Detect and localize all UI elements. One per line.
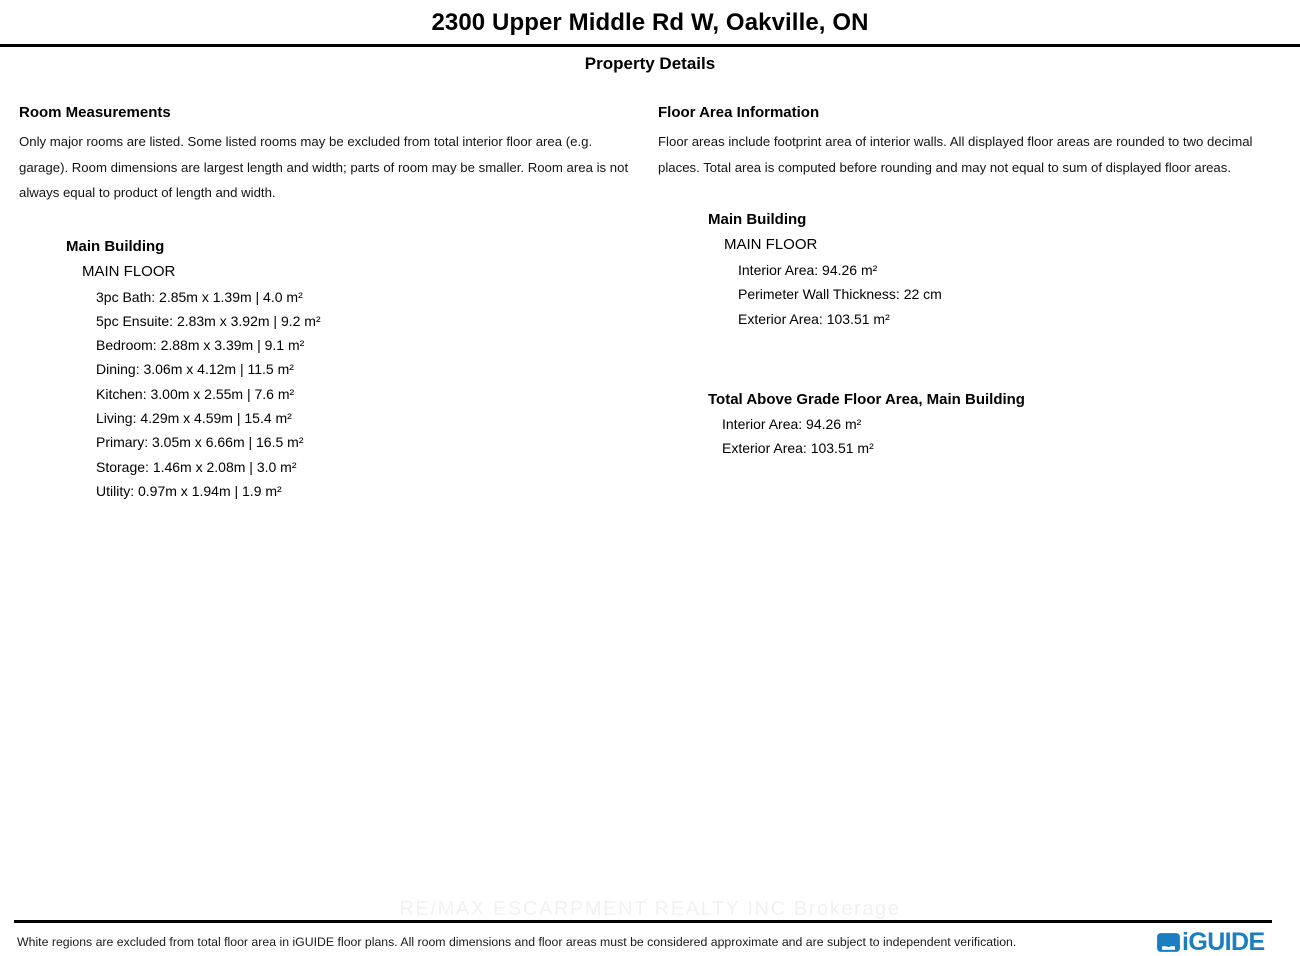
page-title: 2300 Upper Middle Rd W, Oakville, ON	[431, 9, 869, 36]
floor-detail-list	[658, 258, 1283, 331]
room-item: 5pc Ensuite: 2.83m x 3.92m | 9.2 m²	[96, 312, 321, 329]
room-measurements-heading: Room Measurements	[19, 104, 171, 121]
floor-area-section	[658, 103, 1283, 460]
floor-area-heading: Floor Area Information	[658, 104, 820, 121]
floor-building-label: Main Building	[708, 211, 807, 228]
total-interior-area: Interior Area: 94.26 m²	[722, 415, 862, 432]
room-measurements-note: Only major rooms are listed. Some listed rooms may be excluded from total interior floor area (e.g. garage). Room dimensions are largest length and width; parts of room may be smaller. Room area is not always equal to product of length and width.	[19, 134, 629, 200]
iguide-camera-icon	[1157, 933, 1180, 952]
floor-detail-item: Exterior Area: 103.51 m²	[738, 310, 890, 327]
floor-detail-item: Perimeter Wall Thickness: 22 cm	[738, 286, 942, 303]
floor-area-note: Floor areas include footprint area of interior walls. All displayed floor areas are rounded to two decimal places. Total area is computed before rounding and may not equal to sum of displayed floor areas.	[658, 134, 1253, 175]
brokerage-watermark: RE/MAX ESCARPMENT REALTY INC Brokerage	[399, 898, 901, 920]
room-item: Dining: 3.06m x 4.12m | 11.5 m²	[96, 361, 294, 378]
total-exterior-area: Exterior Area: 103.51 m²	[722, 440, 874, 457]
room-item: Storage: 1.46m x 2.08m | 3.0 m²	[96, 458, 297, 475]
iguide-wordmark: iGUIDE	[1182, 928, 1265, 956]
floor-area-tree	[658, 208, 1283, 331]
room-item: 3pc Bath: 2.85m x 1.39m | 4.0 m²	[96, 288, 303, 305]
footer-disclaimer: White regions are excluded from total floor area in iGUIDE floor plans. All room dimensions and floor areas must be considered approximate and are subject to independent verification.	[17, 935, 1017, 949]
room-floor-label: MAIN FLOOR	[82, 262, 176, 280]
footer-divider	[14, 920, 1272, 923]
room-list	[19, 285, 629, 504]
floor-floor-label: MAIN FLOOR	[724, 236, 818, 253]
iguide-logo	[1157, 929, 1265, 956]
room-item: Primary: 3.05m x 6.66m | 16.5 m²	[96, 434, 304, 451]
header-divider	[0, 44, 1300, 47]
room-item: Bedroom: 2.88m x 3.39m | 9.1 m²	[96, 337, 305, 354]
room-item: Living: 4.29m x 4.59m | 15.4 m²	[96, 409, 292, 426]
floor-detail-item: Interior Area: 94.26 m²	[738, 262, 878, 278]
room-measurements-tree	[19, 235, 629, 504]
room-item: Kitchen: 3.00m x 2.55m | 7.6 m²	[96, 385, 295, 402]
room-measurements-section	[19, 103, 629, 503]
room-building-label: Main Building	[66, 237, 165, 255]
total-above-grade-section	[658, 388, 1283, 461]
page-subtitle: Property Details	[584, 54, 716, 73]
room-item: Utility: 0.97m x 1.94m | 1.9 m²	[96, 482, 282, 499]
total-above-grade-heading: Total Above Grade Floor Area, Main Building	[708, 390, 1025, 408]
